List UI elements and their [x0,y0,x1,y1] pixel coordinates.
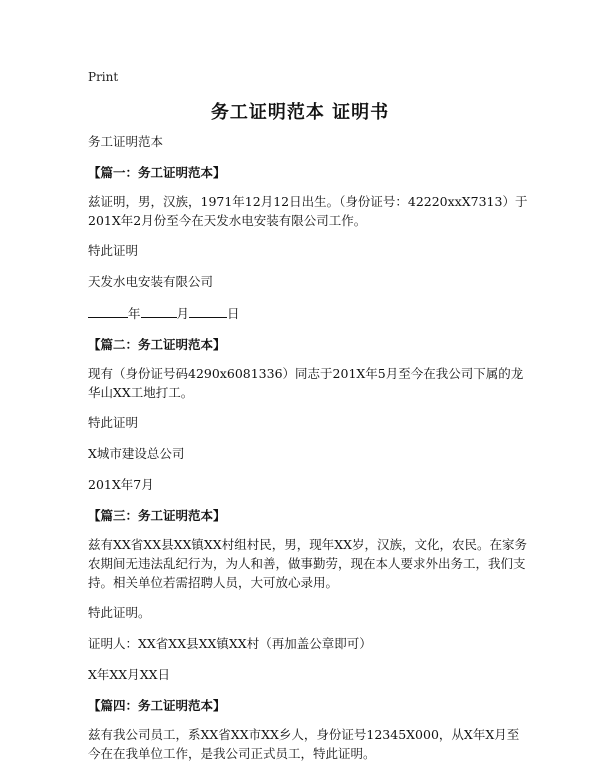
section2-closing: 特此证明 [88,415,139,430]
section4-body: 兹有我公司员工，系XX省XX市XX乡人，身份证号12345X000，从X年X月至今在在我单位工作，是我公司正式员工，特此证明。 [88,727,520,761]
document-content [88,132,528,774]
day-blank [189,303,227,318]
section1-closing: 特此证明 [88,243,139,258]
year-blank [88,303,128,318]
section4-heading: 【篇四：务工证明范本】 [88,698,226,713]
month-label: 月 [176,306,190,321]
section3-body: 兹有XX省XX县XX镇XX村组村民，男，现年XX岁，汉族，文化，农民。在家务农期间无违法乱纪行为，为人和善，做事勤劳，现在本人要求外出务工，我们支持。相关单位若需招聘人员，大可放心录用。 [88,537,527,590]
print-link[interactable]: Print [88,70,119,84]
day-label: 日 [227,306,240,321]
section2-date: 201X年7月 [88,477,154,492]
page-title: 务工证明范本 证明书 [210,102,390,123]
section1-company: 天发水电安装有限公司 [88,274,214,289]
section3-closing: 特此证明。 [88,605,151,620]
section3-certifier: 证明人：XX省XX县XX镇XX村（再加盖公章即可） [88,636,372,651]
month-blank [141,303,177,318]
section2-body: 现有（身份证号码4290x6081336）同志于201X年5月至今在我公司下属的龙华山XX工地打工。 [88,366,524,400]
section1-body: 兹证明，男，汉族，1971年12月12日出生。（身份证号：42220xxX7313）于201X年2月份至今在天发水电安装有限公司工作。 [88,194,528,228]
section2-company: X城市建设总公司 [88,446,185,461]
intro-text: 务工证明范本 [88,134,164,149]
section2-heading: 【篇二：务工证明范本】 [88,337,226,352]
section1-date-line [88,303,528,323]
year-label: 年 [128,306,141,321]
section3-date: X年XX月XX日 [88,667,170,682]
section3-heading: 【篇三：务工证明范本】 [88,508,226,523]
section1-heading: 【篇一：务工证明范本】 [88,165,226,180]
